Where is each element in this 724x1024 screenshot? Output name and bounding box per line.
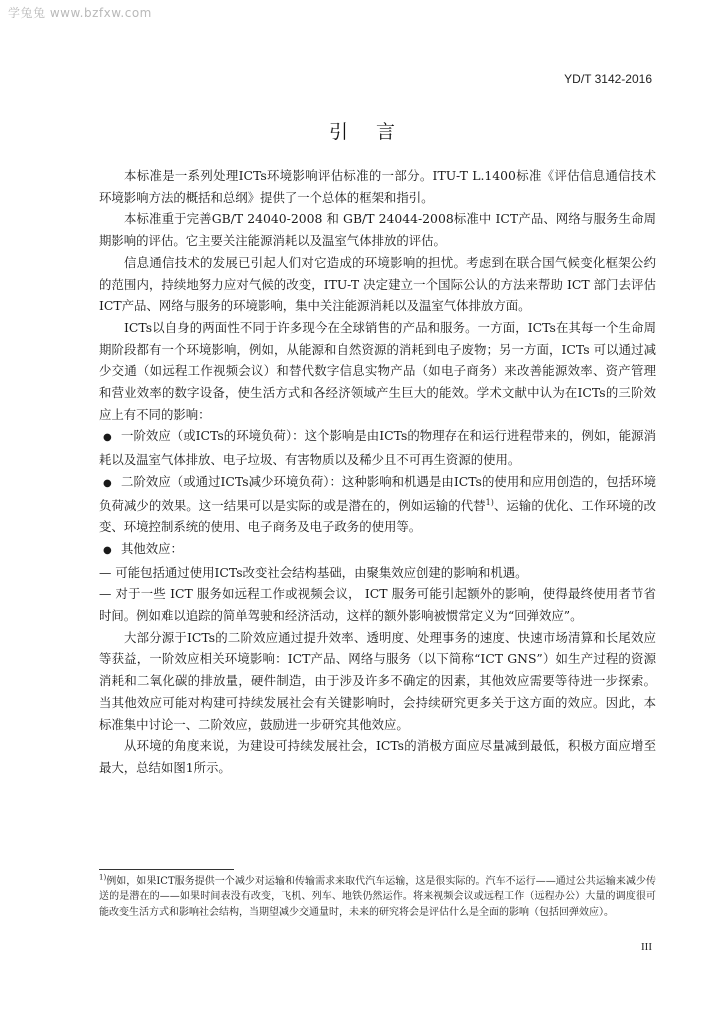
bullet-icon: ● bbox=[103, 544, 112, 556]
paragraph: 信息通信技术的发展已引起人们对它造成的环境影响的担忧。考虑到在联合国气候变化框架公约的范围内，持续地努力应对气候的改变，ITU-T 决定建立一个国际公认的方法来帮助 ICT 部门去评估 ICT产品、网络与服务的环境影响，集中关注能源消耗以及温室气体排放方面。 bbox=[99, 254, 656, 314]
footnote-divider bbox=[99, 869, 234, 870]
dash-item: — 对于一些 ICT 服务如远程工作或视频会议， ICT 服务可能引起额外的影响，使得最终使用者节省时间。例如难以追踪的简单驾驶和经济活动，这样的额外影响被惯常定义为“回弹效应”。 bbox=[99, 586, 656, 624]
bullet-text: 二阶效应（或通过ICTs减少环境负荷）：这种影响和机遇是由ICTs的使用和应用创造的，包括环境负荷减少的效果。这一结果可以是实际的或是潜在的，例如运输的代替 bbox=[99, 473, 656, 513]
bullet-icon: ● bbox=[103, 432, 112, 444]
watermark: 学兔兔 www.bzfxw.com bbox=[8, 6, 152, 20]
paragraph: 本标准重于完善GB/T 24040-2008 和 GB/T 24044-2008标准中 ICT产品、网络与服务生命周期影响的评估。它主要关注能源消耗以及温室气体排放的评估。 bbox=[99, 211, 656, 249]
paragraph: ICTs以自身的两面性不同于许多现今在全球销售的产品和服务。一方面，ICTs在其每一个生命周期阶段都有一个环境影响，例如，从能源和自然资源的消耗到电子废物；另一方面，ICTs 可以通过减少交通（如远程工作视频会议）和替代数字信息实物产品（如电子商务）来改善能源效率、资产管理和营业效率的数字设备，使生活方式和各经济领域产生巨大的能效。学术文献中认为在ICTs的三阶效应上有不同的影响： bbox=[99, 319, 656, 422]
body-text bbox=[99, 165, 656, 779]
bullet-item bbox=[99, 538, 656, 562]
footnote-ref: 1) bbox=[485, 497, 494, 507]
bullet-text: 一阶效应（或ICTs的环境负荷）：这个影响是由ICTs的物理存在和运行进程带来的，例如，能源消耗以及温室气体排放、电子垃圾、有害物质以及稀少且不可再生资源的使用。 bbox=[99, 428, 656, 468]
paragraph: 从环境的角度来说，为建设可持续发展社会，ICTs的消极方面应尽量减到最低，积极方面应增至最大，总结如图1所示。 bbox=[99, 738, 656, 775]
standard-code: YD/T 3142-2016 bbox=[564, 72, 652, 86]
bullet-item bbox=[99, 425, 656, 470]
bullet-item bbox=[99, 471, 656, 538]
footnote bbox=[99, 874, 656, 920]
dash-item: — 可能包括通过使用ICTs改变社会结构基础，由聚集效应创建的影响和机遇。 bbox=[99, 564, 528, 580]
bullet-text: 其他效应： bbox=[121, 540, 183, 556]
footnote-marker: 1) bbox=[99, 873, 107, 882]
paragraph: 本标准是一系列处理ICTs环境影响评估标准的一部分。ITU-T L.1400标准《评估信息通信技术环境影响方法的概括和总纲》提供了一个总体的框架和指引。 bbox=[99, 168, 656, 205]
bullet-icon: ● bbox=[103, 477, 112, 489]
page-title: 引言 bbox=[328, 121, 423, 143]
paragraph: 大部分源于ICTs的二阶效应通过提升效率、透明度、处理事务的速度、快速市场清算和长尾效应等获益，一阶效应相关环境影响：ICT产品、网络与服务（以下简称“ICT GNS”）如生产过程的资源消耗和二氧化碳的排放量，硬件制造，由于涉及许多不确定的因素，其他效应需要等待进一步探索。当其他效应可能对构建可持续发展社会有关键影响时，会持续研究更多关于这方面的效应。因此，本标准集中讨论一、二阶效应，鼓励进一步研究其他效应。 bbox=[99, 629, 656, 732]
bullet-text: 、运输的优化、工作环境的改变、环境控制系统的使用、电子商务及电子政务的使用等。 bbox=[99, 497, 656, 535]
footnote-text: 例如，如果ICT服务提供一个减少对运输和传输需求来取代汽车运输，这是很实际的。汽车不运行——通过公共运输来减少传送的是潜在的——如果时间表没有改变，飞机、列车、地铁仍然运作。将来视频会议或远程工作（远程办公）大量的调度很可能改变生活方式和影响社会结构，当期望减少交通量时，未来的研究将会是评估什么是全面的影响（包括回弹效应）。 bbox=[99, 876, 656, 918]
page-number: III bbox=[641, 941, 652, 953]
